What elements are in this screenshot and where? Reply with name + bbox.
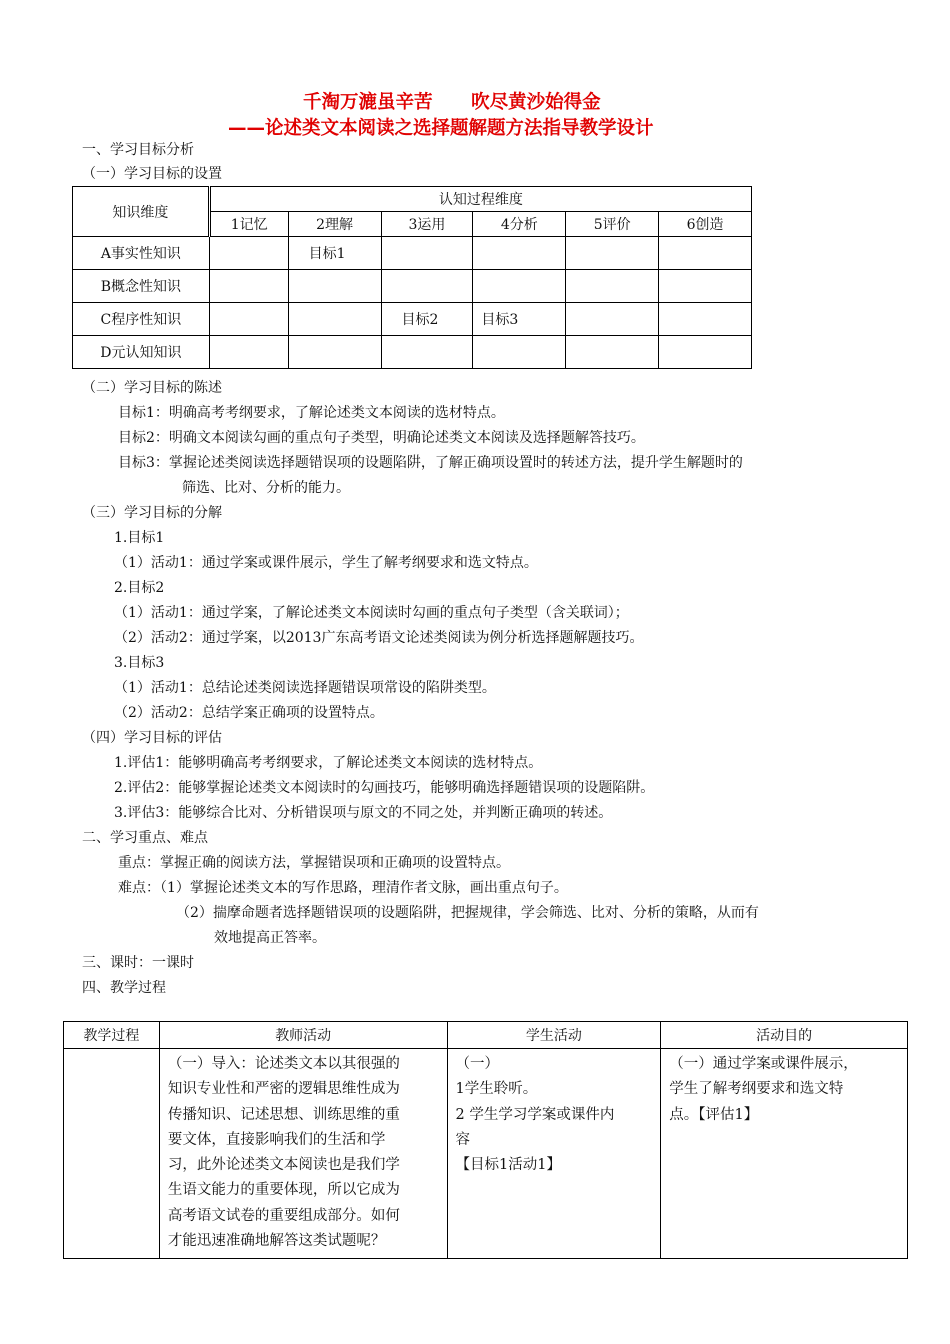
breakdown-goal-2: 2.目标2 bbox=[114, 580, 165, 596]
evaluation-3: 3.评估3：能够综合比对、分析错误项与原文的不同之处，并判断正确项的转述。 bbox=[114, 805, 613, 821]
student-activity-cell bbox=[447, 1049, 661, 1259]
purpose-line: 点。【评估1】 bbox=[669, 1106, 759, 1123]
document-subtitle: ——论述类文本阅读之选择题解题方法指导教学设计 bbox=[228, 118, 654, 139]
matrix-column-header: 3运用 bbox=[381, 212, 473, 237]
matrix-cell bbox=[566, 303, 659, 336]
matrix-cell bbox=[381, 336, 473, 369]
student-line: 2 学生学习学案或课件内 bbox=[455, 1106, 615, 1123]
matrix-row bbox=[73, 270, 752, 303]
key-point: 重点：掌握正确的阅读方法，掌握错误项和正确项的设置特点。 bbox=[118, 855, 510, 871]
goal-2: 目标2：明确文本阅读勾画的重点句子类型，明确论述类文本阅读及选择题解答技巧。 bbox=[118, 430, 645, 446]
evaluation-1: 1.评估1：能够明确高考考纲要求，了解论述类文本阅读的选材特点。 bbox=[114, 755, 543, 771]
difficult-point-1: 难点：（1）掌握论述类文本的写作思路，理清作者文脉，画出重点句子。 bbox=[118, 880, 568, 896]
process-header-student: 学生活动 bbox=[447, 1022, 661, 1049]
matrix-cell bbox=[288, 303, 381, 336]
matrix-corner-header: 知识维度 bbox=[73, 187, 210, 237]
breakdown-goal-3-activity-2: （2）活动2：总结学案正确项的设置特点。 bbox=[114, 705, 384, 721]
matrix-cell bbox=[473, 270, 566, 303]
goal-1: 目标1：明确高考考纲要求，了解论述类文本阅读的选材特点。 bbox=[118, 405, 505, 421]
purpose-line: 学生了解考纲要求和选文特 bbox=[669, 1081, 844, 1098]
matrix-cell bbox=[566, 336, 659, 369]
matrix-cell bbox=[659, 303, 752, 336]
breakdown-goal-3: 3.目标3 bbox=[114, 655, 165, 671]
breakdown-goal-1-activity-1: （1）活动1：通过学案或课件展示，学生了解考纲要求和选文特点。 bbox=[114, 555, 538, 571]
matrix-cell bbox=[288, 336, 381, 369]
student-line: 容 bbox=[455, 1131, 471, 1148]
matrix-cell bbox=[473, 336, 566, 369]
student-line: 1学生聆听。 bbox=[455, 1081, 538, 1098]
teaching-process-table bbox=[63, 1021, 908, 1259]
matrix-column-header: 1记忆 bbox=[209, 212, 288, 237]
purpose-line: （一）通过学案或课件展示， bbox=[669, 1056, 858, 1072]
teacher-line: 传播知识、记述思想、训练思维的重 bbox=[167, 1106, 400, 1123]
matrix-column-header: 4分析 bbox=[473, 212, 566, 237]
matrix-row-label: A事实性知识 bbox=[73, 237, 210, 270]
matrix-cell bbox=[209, 270, 288, 303]
teacher-line: 知识专业性和严密的逻辑思维性成为 bbox=[167, 1081, 400, 1098]
process-stage-cell bbox=[64, 1049, 160, 1259]
matrix-row-label: B概念性知识 bbox=[73, 270, 210, 303]
matrix-group-header: 认知过程维度 bbox=[209, 187, 751, 212]
document-title: 千淘万漉虽辛苦 吹尽黄沙始得金 bbox=[303, 92, 601, 113]
purpose-cell bbox=[661, 1049, 908, 1259]
subheading-goal-breakdown: （三）学习目标的分解 bbox=[82, 505, 222, 521]
difficult-point-2: （2）揣摩命题者选择题错误项的设题陷阱，把握规律，学会筛选、比对、分析的策略，从而有 bbox=[176, 905, 759, 921]
matrix-cell: 目标1 bbox=[288, 237, 381, 270]
evaluation-2: 2.评估2：能够掌握论述类文本阅读时的勾画技巧，能够明确选择题错误项的设题陷阱。 bbox=[114, 780, 655, 796]
goal-3: 目标3：掌握论述类阅读选择题错误项的设题陷阱，了解正确项设置时的转述方法，提升学生解题时的 bbox=[118, 455, 743, 471]
subheading-goal-evaluation: （四）学习目标的评估 bbox=[82, 730, 222, 746]
teacher-line: （一）导入：论述类文本以其很强的 bbox=[167, 1056, 400, 1072]
matrix-row-label: C程序性知识 bbox=[73, 303, 210, 336]
goal-3-continued: 筛选、比对、分析的能力。 bbox=[182, 480, 350, 496]
teacher-line: 才能迅速准确地解答这类试题呢？ bbox=[167, 1233, 386, 1250]
matrix-cell bbox=[566, 270, 659, 303]
section-heading-1: 一、学习目标分析 bbox=[82, 142, 194, 158]
matrix-cell bbox=[381, 270, 473, 303]
matrix-column-header: 6创造 bbox=[659, 212, 752, 237]
matrix-cell bbox=[659, 237, 752, 270]
subheading-goal-setting: （一）学习目标的设置 bbox=[82, 166, 222, 182]
difficult-point-2-continued: 效地提高正答率。 bbox=[214, 930, 326, 946]
matrix-column-header: 2理解 bbox=[288, 212, 381, 237]
section-heading-2: 二、学习重点、难点 bbox=[82, 830, 208, 846]
section-heading-3: 三、课时：一课时 bbox=[82, 955, 194, 971]
matrix-cell bbox=[288, 270, 381, 303]
matrix-cell bbox=[209, 237, 288, 270]
teacher-line: 要文体，直接影响我们的生活和学 bbox=[167, 1131, 386, 1148]
teacher-activity-cell bbox=[159, 1049, 447, 1259]
matrix-column-header: 5评价 bbox=[566, 212, 659, 237]
student-line: 【目标1活动1】 bbox=[455, 1157, 561, 1174]
matrix-cell bbox=[659, 336, 752, 369]
matrix-cell bbox=[381, 237, 473, 270]
process-header-stage: 教学过程 bbox=[64, 1022, 160, 1049]
teacher-line: 习，此外论述类文本阅读也是我们学 bbox=[167, 1157, 400, 1174]
matrix-row bbox=[73, 303, 752, 336]
matrix-cell: 目标2 bbox=[381, 303, 473, 336]
matrix-row bbox=[73, 336, 752, 369]
section-heading-4: 四、教学过程 bbox=[82, 980, 166, 996]
student-line: （一） bbox=[455, 1056, 500, 1072]
teacher-line: 生语文能力的重要体现，所以它成为 bbox=[167, 1182, 400, 1199]
matrix-row-label: D元认知知识 bbox=[73, 336, 210, 369]
goal-matrix-table bbox=[72, 186, 752, 369]
breakdown-goal-1: 1.目标1 bbox=[114, 530, 165, 546]
breakdown-goal-3-activity-1: （1）活动1：总结论述类阅读选择题错误项常设的陷阱类型。 bbox=[114, 680, 496, 696]
matrix-cell bbox=[566, 237, 659, 270]
process-header-purpose: 活动目的 bbox=[661, 1022, 908, 1049]
matrix-cell bbox=[659, 270, 752, 303]
subheading-goal-statement: （二）学习目标的陈述 bbox=[82, 380, 222, 396]
matrix-cell bbox=[209, 303, 288, 336]
process-header-teacher: 教师活动 bbox=[159, 1022, 447, 1049]
matrix-cell bbox=[473, 237, 566, 270]
matrix-cell: 目标3 bbox=[473, 303, 566, 336]
matrix-cell bbox=[209, 336, 288, 369]
breakdown-goal-2-activity-1: （1）活动1：通过学案，了解论述类文本阅读时勾画的重点句子类型（含关联词）； bbox=[114, 605, 629, 621]
teacher-line: 高考语文试卷的重要组成部分。如何 bbox=[167, 1207, 400, 1224]
breakdown-goal-2-activity-2: （2）活动2：通过学案，以2013广东高考语文论述类阅读为例分析选择题解题技巧。 bbox=[114, 630, 644, 646]
matrix-row bbox=[73, 237, 752, 270]
